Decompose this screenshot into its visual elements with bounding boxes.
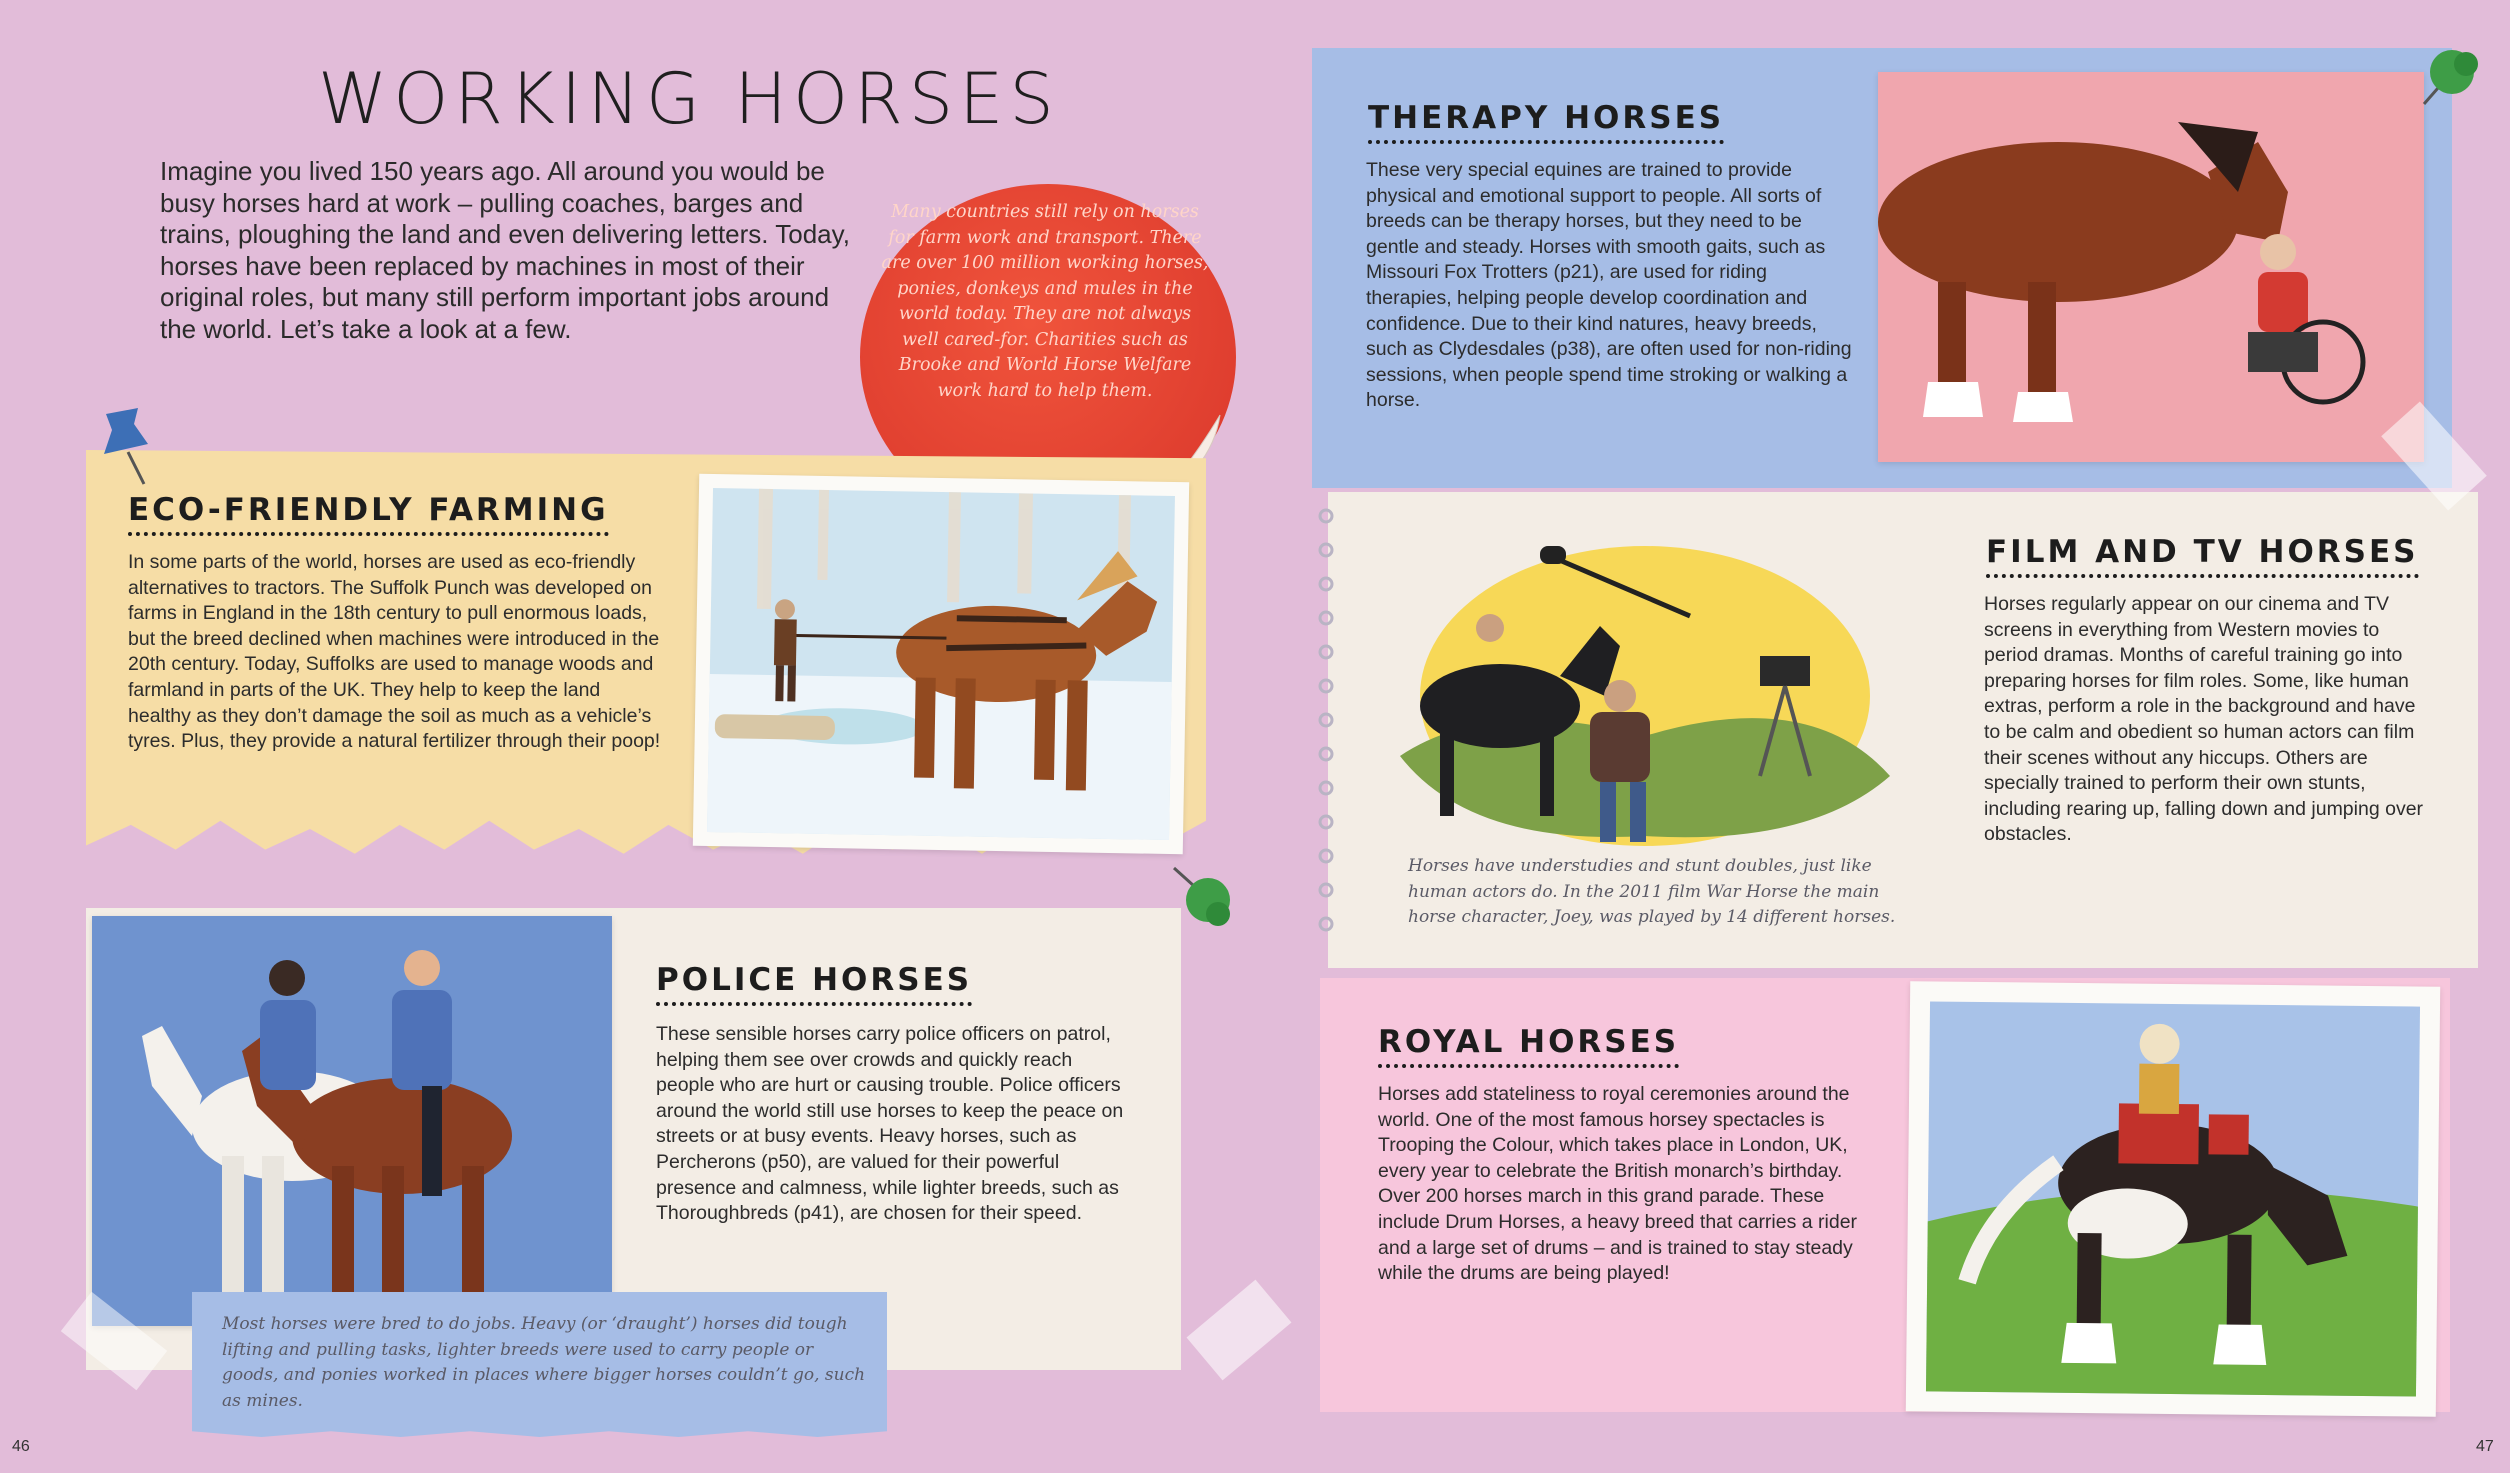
royal-drum-horse-illustration: [1906, 981, 2440, 1417]
film-heading: FILM AND TV HORSES: [1986, 534, 2419, 578]
page-number-left: 46: [12, 1438, 30, 1455]
eco-heading: ECO-FRIENDLY FARMING: [128, 492, 609, 536]
police-footnote-text: Most horses were bred to do jobs. Heavy (or ‘draught’) horses did tough lifting and pulling tasks, lighter breeds were used to carry people or goods, and ponies worked in places where bigger horses couldn’t go, such as mines.: [222, 1314, 866, 1411]
police-horses-illustration: [92, 916, 612, 1326]
eco-farming-illustration: [693, 474, 1189, 854]
film-crew-illustration: [1390, 516, 1900, 846]
notebook-spiral-icon: [1310, 500, 1340, 960]
film-text: Horses regularly appear on our cinema and TV screens in everything from Western movies to period dramas. Months of careful training go into preparing horses for film roles. Some, like human extras, perform a role in the background and have to be calm and obedient so human actors can film their scenes without any hiccups. Others are specially trained to perform their own stunts, including rearing up, falling down and jumping over obstacles.: [1984, 593, 2424, 846]
blue-pushpin-icon: [94, 404, 158, 488]
royal-text: Horses add stateliness to royal ceremonies around the world. One of the most famous horsey spectacles is Trooping the Colour, which takes place in London, UK, every year to celebrate the British monarch’s birthday. Over 200 horses march in this grand parade. These include Drum Horses, a heavy breed that carries a rider and a large set of drums – and is trained to stay steady while the drums are being played!: [1378, 1083, 1858, 1285]
green-pushpin-icon: [2408, 44, 2484, 114]
therapy-text: These very special equines are trained to provide physical and emotional support to people. All sorts of breeds can be therapy horses, but they need to be gentle and steady. Horses with smooth gaits, such as Missouri Fox Trotters (p21), are used for riding therapies, helping people develop coordination and confidence. Due to their kind natures, heavy breeds, such as Clydesdales (p38), are often used for non-riding sessions, when people spend time stroking or walking a horse.: [1366, 159, 1852, 412]
therapy-horse-illustration: [1878, 72, 2424, 462]
therapy-heading: THERAPY HORSES: [1368, 100, 1724, 144]
page-number-right: 47: [2476, 1438, 2494, 1455]
royal-heading: ROYAL HORSES: [1378, 1024, 1679, 1068]
police-heading: POLICE HORSES: [656, 962, 972, 1006]
police-text: These sensible horses carry police officers on patrol, helping them see over crowds and quickly reach people who are hurt or causing trouble. Police officers around the world still use horses to keep the peace on streets or at busy events. Heavy horses, such as Percherons (p50), are valued for their powerful presence and calmness, while lighter breeds, such as Thoroughbreds (p41), are chosen for their speed.: [656, 1023, 1124, 1225]
intro-paragraph: Imagine you lived 150 years ago. All around you would be busy horses hard at work – pulling coaches, barges and trains, ploughing the land and even delivering letters. Today, horses have been replaced by machines in most of their original roles, but many still perform important jobs around the world. Let’s take a look at a few.: [160, 156, 850, 344]
eco-text: In some parts of the world, horses are used as eco-friendly alternatives to tractors. The Suffolk Punch was developed on farms in England in the 18th century to pull enormous loads, but the breed declined when machines were introduced in the 20th century. Today, Suffolks are used to manage woods and farmland in parts of the UK. They help to keep the land healthy as they don’t damage the soil as much as a vehicle’s tyres. Plus, they provide a natural fertilizer through their poop!: [128, 551, 661, 753]
page-title: WORKING HORSES: [318, 58, 1060, 140]
film-footnote-text: Horses have understudies and stunt doubles, just like human actors do. In the 2011 film War Horse the main horse character, Joey, was played by 14 different horses.: [1408, 856, 1896, 927]
tape-strip: [1187, 1280, 1292, 1381]
red-note-text: Many countries still rely on horses for farm work and transport. There are over 100 million working horses, ponies, donkeys and mules in the world today. They are not always well cared-for. Charities such as Brooke and World Horse Welfare work hard to help them.: [881, 202, 1209, 401]
